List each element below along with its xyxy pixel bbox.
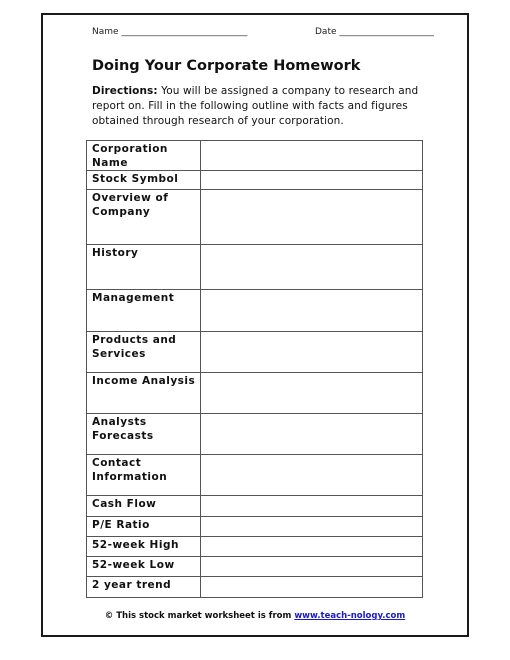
- outline-answer-cell[interactable]: [201, 537, 423, 557]
- outline-answer-cell[interactable]: [201, 577, 423, 598]
- outline-row: [87, 557, 423, 577]
- outline-row: [87, 577, 423, 598]
- outline-answer-cell[interactable]: [201, 171, 423, 190]
- outline-answer-cell[interactable]: [201, 496, 423, 517]
- outline-answer-cell[interactable]: [201, 414, 423, 455]
- outline-row: [87, 455, 423, 496]
- outline-row-label: 52-week High: [87, 537, 201, 557]
- outline-answer-cell[interactable]: [201, 332, 423, 373]
- page-title: Doing Your Corporate Homework: [92, 58, 361, 74]
- outline-row: [87, 245, 423, 290]
- outline-row-label: Products and Services: [87, 332, 201, 373]
- name-field-label: Name ____________________________: [92, 27, 248, 37]
- outline-row: [87, 171, 423, 190]
- footer-text: © This stock market worksheet is from: [104, 611, 295, 621]
- outline-row-label: Stock Symbol: [87, 171, 201, 190]
- directions-paragraph: [92, 84, 422, 129]
- outline-row: [87, 496, 423, 517]
- outline-answer-cell[interactable]: [201, 290, 423, 332]
- outline-row: [87, 332, 423, 373]
- outline-answer-cell[interactable]: [201, 517, 423, 537]
- outline-row-label: Contact Information: [87, 455, 201, 496]
- outline-row: [87, 290, 423, 332]
- outline-row: [87, 517, 423, 537]
- outline-row-label: History: [87, 245, 201, 290]
- outline-row-label: 2 year trend: [87, 577, 201, 598]
- outline-answer-cell[interactable]: [201, 245, 423, 290]
- outline-row: [87, 537, 423, 557]
- outline-row: [87, 414, 423, 455]
- outline-row: [87, 373, 423, 414]
- outline-answer-cell[interactable]: [201, 455, 423, 496]
- date-field-label: Date _____________________: [315, 27, 434, 37]
- outline-row-label: 52-week Low: [87, 557, 201, 577]
- directions-text: You will be assigned a company to research and report on. Fill in the following outline with facts and figures obtained through research of your corporation.: [92, 85, 419, 127]
- outline-row-label: Corporation Name: [87, 141, 201, 171]
- footer-credit: [0, 611, 510, 621]
- outline-answer-cell[interactable]: [201, 141, 423, 171]
- outline-answer-cell[interactable]: [201, 190, 423, 245]
- footer-link[interactable]: www.teach-nology.com: [294, 611, 406, 621]
- outline-table: [86, 140, 423, 598]
- directions-label: Directions:: [92, 85, 158, 97]
- outline-row-label: Cash Flow: [87, 496, 201, 517]
- outline-row-label: P/E Ratio: [87, 517, 201, 537]
- outline-row-label: Income Analysis: [87, 373, 201, 414]
- outline-row-label: Overview of Company: [87, 190, 201, 245]
- outline-answer-cell[interactable]: [201, 557, 423, 577]
- outline-row-label: Analysts Forecasts: [87, 414, 201, 455]
- outline-row: [87, 141, 423, 171]
- outline-row: [87, 190, 423, 245]
- outline-answer-cell[interactable]: [201, 373, 423, 414]
- outline-row-label: Management: [87, 290, 201, 332]
